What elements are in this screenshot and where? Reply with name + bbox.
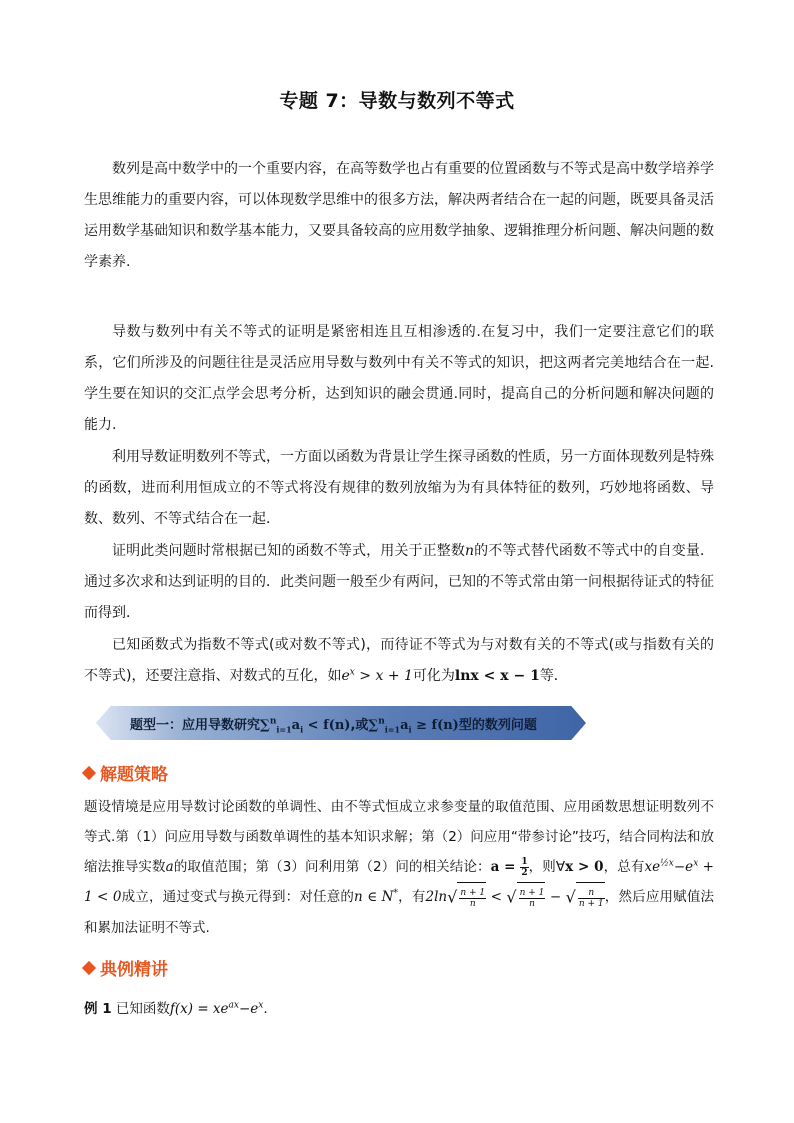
- example-heading: 典例精讲: [84, 955, 168, 980]
- topic-banner-text: 题型一：应用导数研究$\sum^n_{i=1}a_i < f(n)$,或$\sum^n_{i=1}a_i \ge f(n)$型的数列问题: [130, 716, 537, 735]
- paragraph-3-text-a: 证明此类问题时常根据已知的函数不等式，用关于正整数: [112, 543, 465, 559]
- paragraph-3-text-b: 的不等式替代函数不等式中的自变量．通过多次求和达到证明的目的．此类问题一般至少有两问，已知的不等式常由第一问根据待证式的特征而得到．: [84, 543, 715, 621]
- paragraph-4-text-c: 等．: [539, 668, 568, 684]
- paragraph-2: 利用导数证明数列不等式，一方面以函数为背景让学生探寻函数的性质，另一方面体现数列是特殊的函数，进而利用恒成立的不等式将没有规律的数列放缩为为有具体特征的数列，巧妙地将函数、导数、数列、不等式结合在一起．: [84, 449, 714, 527]
- strategy-heading: 解题策略: [84, 760, 168, 785]
- example-label: 例 1: [84, 1001, 112, 1017]
- diamond-icon: [82, 960, 96, 974]
- variable-n: n: [464, 543, 474, 559]
- example-formula: $f(x) = xe^{ax}-e^x$: [169, 1000, 264, 1017]
- paragraph-1: 导数与数列中有关不等式的证明是紧密相连且互相渗透的.在复习中，我们一定要注意它们的联系，它们所涉及的问题往往是灵活应用导数与数列中有关不等式的知识，把这两者完美地结合在一起.学生要在知识的交汇点学会思考分析，达到知识的融会贯通.同时，提高自己的分析问题和解决问题的能力.: [84, 324, 714, 433]
- formula-inequality: 2ln√ $\frac{n + 1}{n}$ < √ $\frac{n + 1}{n}$ − √ $\frac{n}{n + 1}$: [426, 889, 605, 905]
- example-1: 例 1 已知函数$f(x) = xe^{ax}-e^x$.: [84, 1000, 268, 1017]
- formula-ex: $-e^x + 1 < 0$: [84, 858, 714, 905]
- diamond-icon: [82, 765, 96, 779]
- intro-paragraph: 数列是高中数学中的一个重要内容，在高等数学也占有重要的位置函数与不等式是高中数学培养学生思维能力的重要内容，可以体现数学思维中的很多方法，解决两者结合在一起的问题，既要具备灵活运用数学基础知识和数学基本能力，又要具备较高的应用数学抽象、逻辑推理分析问题、解决问题的数学素养.: [84, 161, 714, 270]
- paragraph-4-text-b: 可化为: [412, 668, 455, 684]
- formula-xe: $xe^{\frac{1}{2}x}$: [644, 858, 674, 875]
- paragraph-4: [84, 630, 714, 692]
- formula-n-in-n: n ∈ N*: [354, 888, 398, 905]
- page-title: 专题 7：导数与数列不等式: [279, 90, 515, 112]
- paragraph-4-text-a: 已知函数式为指数不等式(或对数不等式)，而待证不等式为与对数有关的不等式(或与指数有关的不等式)，还要注意指、对数式的互化，如: [84, 637, 714, 684]
- banner-formula-1: $\sum^n_{i=1}a_i < f(n)$: [260, 716, 351, 735]
- formula-ln: lnx < x − 1: [454, 668, 540, 684]
- strategy-text: 题设情境是应用导数讨论函数的单调性、由不等式恒成立求参变量的取值范围、应用函数思想证明数列不等式.第（1）问应用导数与函数单调性的基本知识求解；第（2）问应用“带参讨论”技巧，结合同构法和放缩法推导实数a的取值范围；第（3）问利用第（2）问的相关结论：a = $\frac{1}{2}$ ，则∀x > 0，总有$xe^{\frac{1}{2}x}-e^x + 1 < 0$成立，通过变式与换元得到：对任意的n ∈ N*，有2ln√ $\frac{n + 1}{n}$ < √ $\frac{n + 1}{n}$ − √ $\frac{n}{n + 1}$ ，然后应用赋值法和累加法证明不等式.: [84, 799, 715, 936]
- banner-formula-2: $\sum^n_{i=1}a_i \ge f(n)$: [368, 716, 459, 735]
- paragraph-3: [84, 536, 714, 629]
- formula-a-half: a = $\frac{1}{2}$: [490, 857, 528, 878]
- formula-exp: $e^x > x + 1$: [341, 667, 413, 684]
